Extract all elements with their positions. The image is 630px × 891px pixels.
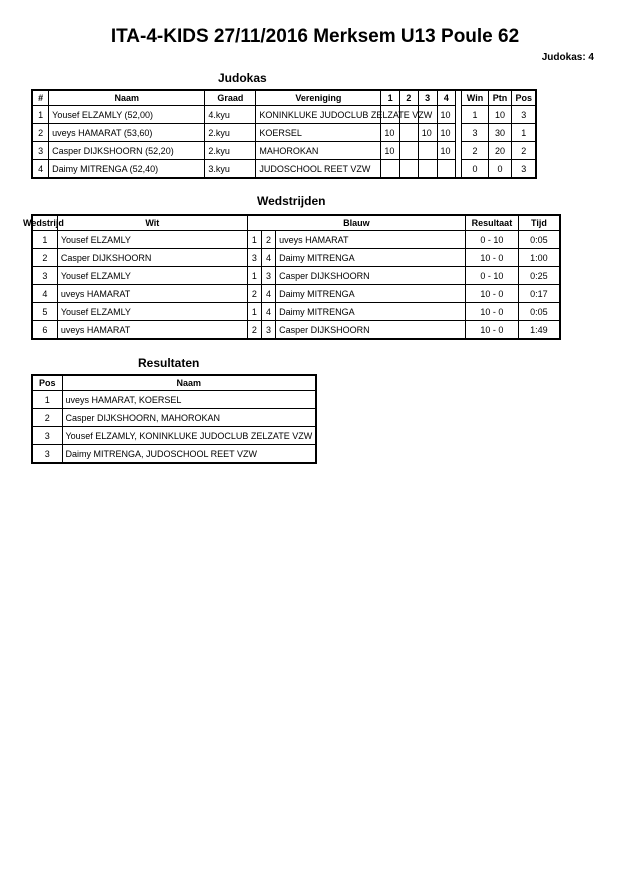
judoka-points: 10 [488,106,512,124]
judokas-table [31,89,537,179]
wedstrijden-section-title: Wedstrijden [257,194,326,208]
match-white-nr: 1 [247,267,261,285]
result-name: Daimy MITRENGA, JUDOSCHOOL REET VZW [62,445,316,464]
result-row [32,391,316,409]
judoka-club: JUDOSCHOOL REET VZW [256,160,381,179]
match-time: 1:49 [518,321,560,340]
judoka-score-1: 10 [381,124,400,142]
wedstrijden-table [23,214,561,340]
judoka-club: KOERSEL [256,124,381,142]
match-white-nr: 2 [247,285,261,303]
col-vereniging: Vereniging [256,90,381,106]
judokas-section-title: Judokas [218,71,267,85]
match-white-name: Yousef ELZAMLY [57,303,247,321]
judoka-nr: 3 [32,142,49,160]
result-position: 3 [32,427,62,445]
judokas-header-row [32,90,536,106]
match-time: 0:05 [518,303,560,321]
match-row [32,267,560,285]
match-white-nr: 1 [247,303,261,321]
match-time: 1:00 [518,249,560,267]
judoka-grade: 4.kyu [205,106,256,124]
col-tijd: Tijd [518,215,560,231]
judoka-points: 30 [488,124,512,142]
result-position: 1 [32,391,62,409]
match-white-name: uveys HAMARAT [57,285,247,303]
judoka-position: 3 [512,160,536,179]
resultaten-section-title: Resultaten [138,356,200,370]
judoka-club: KONINKLUKE JUDOCLUB ZELZATE VZW [256,106,381,124]
match-blue-name: Daimy MITRENGA [276,249,466,267]
match-result: 0 - 10 [466,231,519,249]
resultaten-table [31,374,317,464]
judoka-score-2 [400,124,419,142]
match-blue-name: Casper DIJKSHOORN [276,321,466,340]
match-time: 0:17 [518,285,560,303]
judoka-score-1: 10 [381,142,400,160]
judoka-grade: 2.kyu [205,124,256,142]
result-name: Casper DIJKSHOORN, MAHOROKAN [62,409,316,427]
judoka-points: 0 [488,160,512,179]
match-nr: 6 [32,321,57,340]
match-blue-name: uveys HAMARAT [276,231,466,249]
col-pos: Pos [32,375,62,391]
match-blue-nr: 3 [261,321,275,340]
match-result: 10 - 0 [466,303,519,321]
match-white-nr: 2 [247,321,261,340]
judoka-score-1 [381,160,400,179]
match-blue-name: Casper DIJKSHOORN [276,267,466,285]
col-score-1: 1 [381,90,400,106]
judoka-name: Yousef ELZAMLY (52,00) [49,106,205,124]
result-name: Yousef ELZAMLY, KONINKLUKE JUDOCLUB ZELZATE VZW [62,427,316,445]
col-win: Win [462,90,488,106]
match-time: 0:25 [518,267,560,285]
result-row [32,427,316,445]
judoka-score-2 [400,142,419,160]
match-white-nr: 3 [247,249,261,267]
match-result: 0 - 10 [466,267,519,285]
judoka-row [32,124,536,142]
resultaten-header-row [32,375,316,391]
judoka-nr: 2 [32,124,49,142]
col-nr: # [32,90,49,106]
match-white-name: uveys HAMARAT [57,321,247,340]
page-title: ITA-4-KIDS 27/11/2016 Merksem U13 Poule 62 [110,26,520,47]
judoka-points: 20 [488,142,512,160]
col-naam: Naam [62,375,316,391]
judoka-name: Casper DIJKSHOORN (52,20) [49,142,205,160]
result-position: 3 [32,445,62,464]
col-blauw: Blauw [247,215,465,231]
judoka-row [32,142,536,160]
judoka-wins: 0 [462,160,488,179]
match-blue-nr: 4 [261,303,275,321]
match-nr: 1 [32,231,57,249]
result-row [32,445,316,464]
judoka-score-4: 10 [437,106,456,124]
col-score-3: 3 [418,90,437,106]
col-score-4: 4 [437,90,456,106]
match-row [32,303,560,321]
judoka-wins: 2 [462,142,488,160]
match-blue-name: Daimy MITRENGA [276,285,466,303]
match-nr: 2 [32,249,57,267]
match-white-name: Yousef ELZAMLY [57,267,247,285]
judoka-position: 3 [512,106,536,124]
match-white-name: Yousef ELZAMLY [57,231,247,249]
match-time: 0:05 [518,231,560,249]
col-wedstrijd: Wedstrijd [22,215,47,231]
match-row [32,321,560,340]
judoka-score-3: 10 [418,124,437,142]
judoka-grade: 3.kyu [205,160,256,179]
match-blue-nr: 2 [261,231,275,249]
judoka-name: Daimy MITRENGA (52,40) [49,160,205,179]
judoka-position: 1 [512,124,536,142]
match-nr: 3 [32,267,57,285]
judoka-nr: 4 [32,160,49,179]
col-wit: Wit [57,215,247,231]
match-blue-nr: 3 [261,267,275,285]
judoka-row [32,106,536,124]
col-naam: Naam [49,90,205,106]
col-resultaat: Resultaat [466,215,519,231]
match-result: 10 - 0 [466,321,519,340]
match-white-name: Casper DIJKSHOORN [57,249,247,267]
judoka-score-4: 10 [437,124,456,142]
judoka-club: MAHOROKAN [256,142,381,160]
judoka-score-4 [437,160,456,179]
judoka-wins: 3 [462,124,488,142]
col-score-2: 2 [400,90,419,106]
match-blue-nr: 4 [261,249,275,267]
result-position: 2 [32,409,62,427]
match-result: 10 - 0 [466,285,519,303]
result-row [32,409,316,427]
col-ptn: Ptn [488,90,512,106]
judoka-wins: 1 [462,106,488,124]
judoka-row [32,160,536,179]
wedstrijden-header-row [32,215,560,231]
match-white-nr: 1 [247,231,261,249]
judoka-score-4: 10 [437,142,456,160]
judoka-count: Judokas: 4 [541,52,594,63]
judoka-name: uveys HAMARAT (53,60) [49,124,205,142]
match-nr: 5 [32,303,57,321]
judoka-score-3 [418,160,437,179]
match-row [32,249,560,267]
match-nr: 4 [32,285,57,303]
match-blue-name: Daimy MITRENGA [276,303,466,321]
match-row [32,231,560,249]
judoka-position: 2 [512,142,536,160]
col-graad: Graad [205,90,256,106]
judoka-score-3 [418,142,437,160]
match-row [32,285,560,303]
match-blue-nr: 4 [261,285,275,303]
judoka-grade: 2.kyu [205,142,256,160]
col-pos: Pos [512,90,536,106]
judoka-score-2 [400,160,419,179]
judoka-nr: 1 [32,106,49,124]
result-name: uveys HAMARAT, KOERSEL [62,391,316,409]
match-result: 10 - 0 [466,249,519,267]
